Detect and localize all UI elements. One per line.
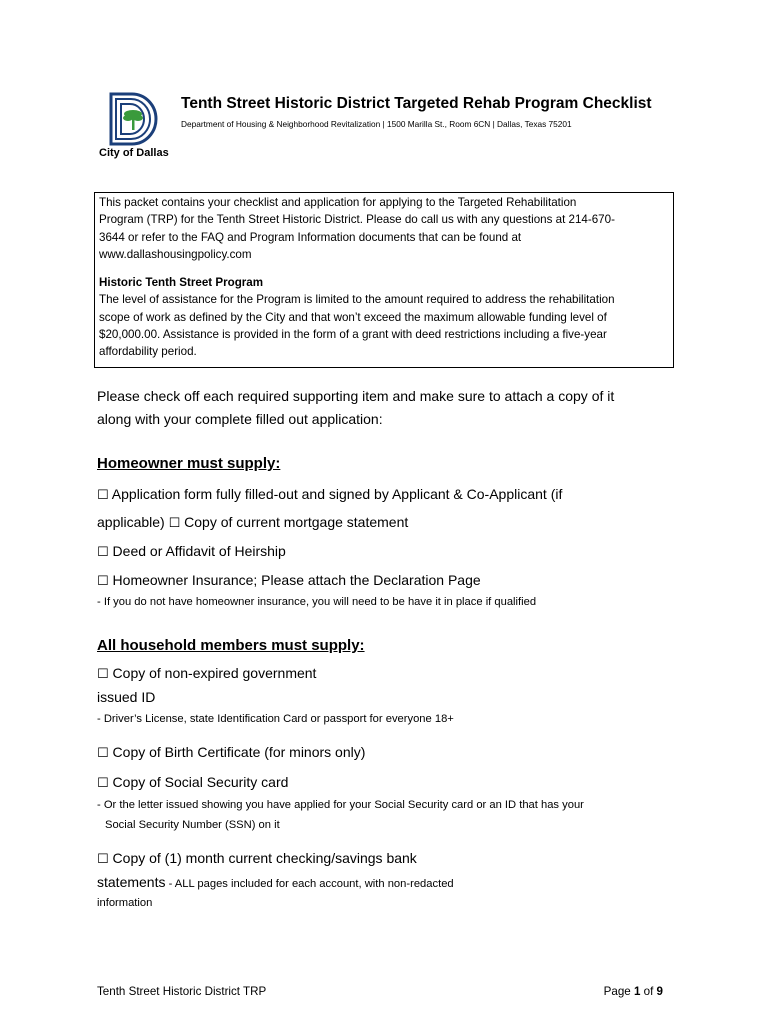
program-text-line: $20,000.00. Assistance is provided in the form of a grant with deed restrictions including a five-year xyxy=(99,328,607,342)
item-label: applicable) xyxy=(97,514,165,530)
program-text-line: The level of assistance for the Program is limited to the amount required to address the rehabilitation xyxy=(99,293,615,307)
item-label-continued xyxy=(97,874,454,892)
page-number xyxy=(604,985,663,998)
intro-text-line: This packet contains your checklist and application for applying to the Targeted Rehabilitation xyxy=(99,196,577,209)
checkbox-icon[interactable]: ☐ xyxy=(168,516,181,531)
checkbox-icon[interactable]: ☐ xyxy=(97,776,109,791)
checklist-item-application[interactable] xyxy=(97,486,562,503)
item-label: Application form fully filled-out and signed by Applicant & Co-Applicant (if xyxy=(111,486,563,502)
item-note: information xyxy=(97,897,153,909)
item-label-continued: issued ID xyxy=(97,689,156,705)
instructions-line: Please check off each required supporting item and make sure to attach a copy of it xyxy=(97,388,615,404)
page-total: 9 xyxy=(656,985,663,998)
item-label: Homeowner Insurance; Please attach the Declaration Page xyxy=(112,572,481,588)
checklist-item-insurance[interactable] xyxy=(97,572,481,589)
homeowner-heading: Homeowner must supply: xyxy=(97,455,281,472)
item-label: statements xyxy=(97,874,166,890)
item-label: Copy of Social Security card xyxy=(112,774,289,790)
city-of-dallas-logo xyxy=(108,92,158,146)
program-heading: Historic Tenth Street Program xyxy=(99,276,264,290)
household-heading: All household members must supply: xyxy=(97,637,365,654)
item-note: - ALL pages included for each account, with non-redacted xyxy=(165,878,454,890)
item-label: Copy of Birth Certificate (for minors only) xyxy=(112,744,366,760)
item-label: Copy of current mortgage statement xyxy=(184,514,409,530)
department-address: Department of Housing & Neighborhood Revitalization | 1500 Marilla St., Room 6CN | Dallas, Texas 75201 xyxy=(181,119,572,129)
checklist-item-birth-certificate[interactable] xyxy=(97,744,365,761)
item-label: Deed or Affidavit of Heirship xyxy=(112,543,286,559)
item-label: Copy of (1) month current checking/savings bank xyxy=(112,850,417,866)
checklist-row xyxy=(97,514,408,531)
intro-text-line: Program (TRP) for the Tenth Street Historic District. Please do call us with any questions at 214-670- xyxy=(99,213,615,227)
checkbox-icon[interactable]: ☐ xyxy=(97,545,109,560)
item-note: - If you do not have homeowner insurance, you will need to be have it in place if qualified xyxy=(97,596,537,608)
checklist-item-social-security[interactable] xyxy=(97,774,288,791)
intro-text-line: 3644 or refer to the FAQ and Program Information documents that can be found at xyxy=(99,230,522,244)
intro-box xyxy=(94,192,674,368)
logo-caption: City of Dallas xyxy=(99,147,169,159)
checklist-item-id[interactable] xyxy=(97,665,316,682)
program-text-line: affordability period. xyxy=(99,345,197,359)
program-text-line: scope of work as defined by the City and that won’t exceed the maximum allowable funding level of xyxy=(99,310,607,324)
page-current: 1 xyxy=(633,985,641,998)
footer-title: Tenth Street Historic District TRP xyxy=(97,985,267,998)
checkbox-icon[interactable]: ☐ xyxy=(97,488,109,503)
website-link[interactable]: www.dallashousingpolicy.com xyxy=(99,247,252,261)
item-note: - Or the letter issued showing you have applied for your Social Security card or an ID that has your xyxy=(97,799,584,811)
checklist-item-bank-statements[interactable] xyxy=(97,850,417,867)
page-prefix: Page xyxy=(603,985,634,998)
checkbox-icon[interactable]: ☐ xyxy=(97,667,109,682)
item-note: - Driver’s License, state Identification Card or passport for everyone 18+ xyxy=(97,713,454,725)
item-label: Copy of non-expired government xyxy=(112,665,317,681)
instructions-line: along with your complete filled out application: xyxy=(97,411,383,427)
page-title: Tenth Street Historic District Targeted Rehab Program Checklist xyxy=(181,95,652,112)
item-note: Social Security Number (SSN) on it xyxy=(105,819,280,831)
checkbox-icon[interactable]: ☐ xyxy=(97,746,109,761)
checklist-item-deed[interactable] xyxy=(97,543,286,560)
checkbox-icon[interactable]: ☐ xyxy=(97,852,109,867)
page-mid: of xyxy=(640,985,657,998)
checkbox-icon[interactable]: ☐ xyxy=(97,574,109,589)
